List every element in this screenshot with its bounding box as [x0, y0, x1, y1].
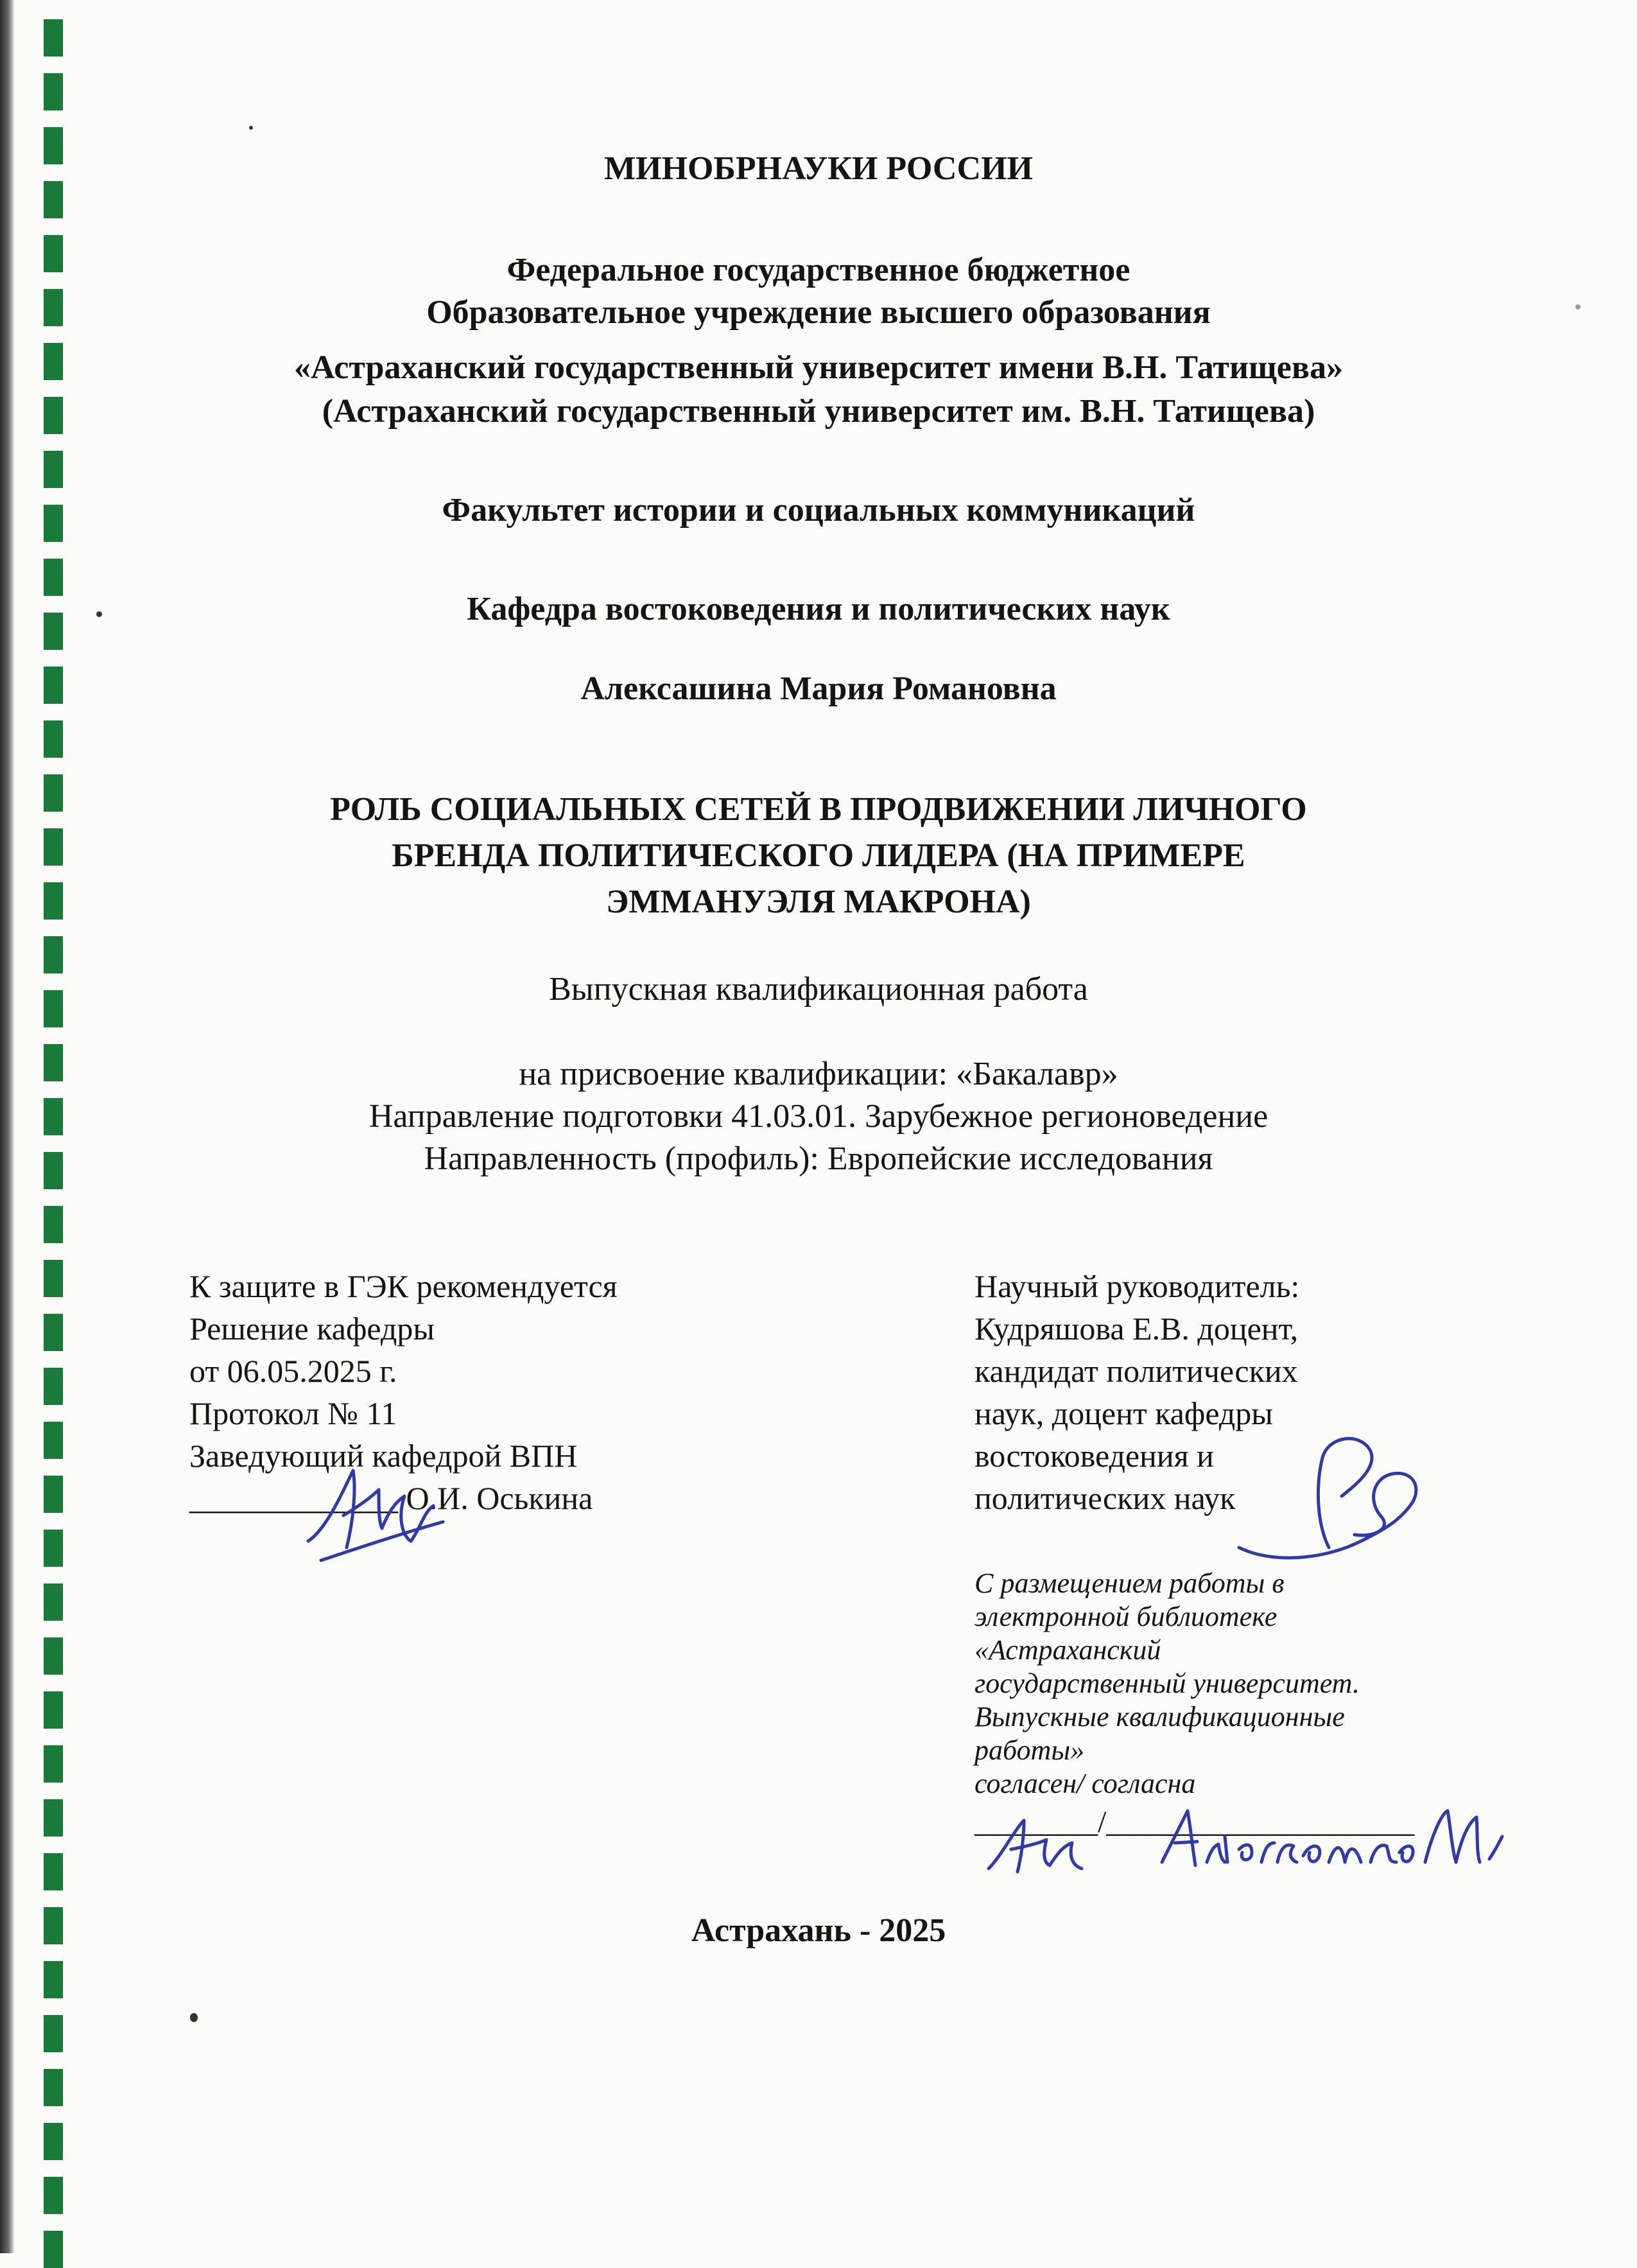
binding-dash — [44, 2231, 63, 2268]
recommendation-line-3: от 06.05.2025 г. — [189, 1353, 397, 1389]
binding-dash — [44, 1206, 63, 1243]
binding-dash — [44, 1476, 63, 1513]
recommendation-line-1: К защите в ГЭК рекомендуется — [189, 1268, 618, 1304]
head-signature-line: _____________ О.И. Оськина — [189, 1480, 593, 1516]
binding-dash — [44, 451, 63, 488]
binding-dash — [44, 720, 63, 758]
binding-dash — [44, 1637, 63, 1675]
consent-line-5: Выпускные квалификационные — [974, 1701, 1345, 1732]
consent-line-6: работы» — [974, 1734, 1085, 1766]
author-name: Алексашина Мария Романовна — [580, 670, 1057, 707]
supervisor-signature-drawing — [1220, 1426, 1464, 1573]
thesis-title-line-3: ЭММАНУЭЛЯ МАКРОНА) — [606, 884, 1031, 920]
scan-speck — [96, 611, 102, 617]
binding-dash — [44, 2069, 63, 2106]
supervisor-line-6: политических наук — [974, 1480, 1236, 1516]
consent-line-7: согласен/ согласна — [974, 1768, 1196, 1799]
binding-dash — [44, 1583, 63, 1621]
binding-dash — [44, 19, 63, 57]
binding-dash — [44, 1260, 63, 1297]
binding-dash — [44, 2015, 63, 2052]
supervisor-line-4: наук, доцент кафедры — [974, 1395, 1273, 1431]
scan-speck — [249, 126, 253, 130]
consent-line-2: электронной библиотеке — [974, 1601, 1278, 1632]
binding-dash — [44, 2123, 63, 2160]
student-signature-name — [1149, 1798, 1509, 1881]
faculty-name: Факультет истории и социальных коммуникаций — [442, 492, 1195, 528]
study-direction: Направление подготовки 41.03.01. Зарубежное регионоведение — [368, 1098, 1269, 1135]
supervisor-line-3: кандидат политических — [974, 1353, 1298, 1389]
thesis-title-line-1: РОЛЬ СОЦИАЛЬНЫХ СЕТЕЙ В ПРОДВИЖЕНИИ ЛИЧНОГО — [330, 791, 1307, 828]
supervisor-line-1: Научный руководитель: — [974, 1268, 1300, 1304]
recommendation-line-5: Заведующий кафедрой ВПН — [189, 1438, 578, 1474]
work-type: Выпускная квалификационная работа — [549, 971, 1088, 1008]
institution-line-3: «Астраханский государственный университет имени В.Н. Татищева» — [294, 349, 1343, 386]
thesis-title-line-2: БРЕНДА ПОЛИТИЧЕСКОГО ЛИДЕРА (НА ПРИМЕРЕ — [392, 837, 1245, 874]
recommendation-line-4: Протокол № 11 — [189, 1395, 397, 1431]
scan-speck — [190, 2013, 198, 2022]
consent-line-3: «Астраханский — [974, 1634, 1161, 1666]
ministry-name: МИНОБРНАУКИ РОССИИ — [604, 150, 1033, 187]
binding-dash — [44, 2177, 63, 2214]
supervisor-line-5: востоковедения и — [974, 1438, 1214, 1474]
student-signature-initials — [976, 1811, 1104, 1881]
consent-line-4: государственный университет. — [974, 1668, 1360, 1699]
study-profile: Направленность (профиль): Европейские исследования — [424, 1140, 1213, 1177]
scan-speck — [1575, 304, 1581, 310]
department-name: Кафедра востоковедения и политических наук — [467, 591, 1170, 627]
binding-dash — [44, 1853, 63, 1890]
institution-line-2: Образовательное учреждение высшего образования — [426, 294, 1211, 331]
institution-line-4: (Астраханский государственный университет им. В.Н. Татищева) — [322, 393, 1315, 430]
binding-dash — [44, 1422, 63, 1459]
binding-dash — [44, 1745, 63, 1783]
binding-dash — [44, 1961, 63, 1998]
recommendation-line-2: Решение кафедры — [189, 1311, 435, 1347]
consent-line-1: С размещением работы в — [974, 1567, 1285, 1599]
city-year: Астрахань - 2025 — [691, 1912, 946, 1949]
institution-line-1: Федеральное государственное бюджетное — [507, 252, 1130, 288]
binding-dash — [44, 1530, 63, 1567]
student-signature-line: ________/____________________ — [974, 1805, 1415, 1839]
binding-dash — [44, 1368, 63, 1405]
binding-dash — [44, 1314, 63, 1351]
supervisor-line-2: Кудряшова Е.В. доцент, — [974, 1311, 1299, 1347]
binding-dash — [44, 1691, 63, 1729]
head-signature-drawing — [282, 1451, 475, 1567]
binding-dash — [44, 1799, 63, 1836]
binding-dash — [44, 73, 63, 110]
qualification: на присвоение квалификации: «Бакалавр» — [519, 1056, 1118, 1092]
